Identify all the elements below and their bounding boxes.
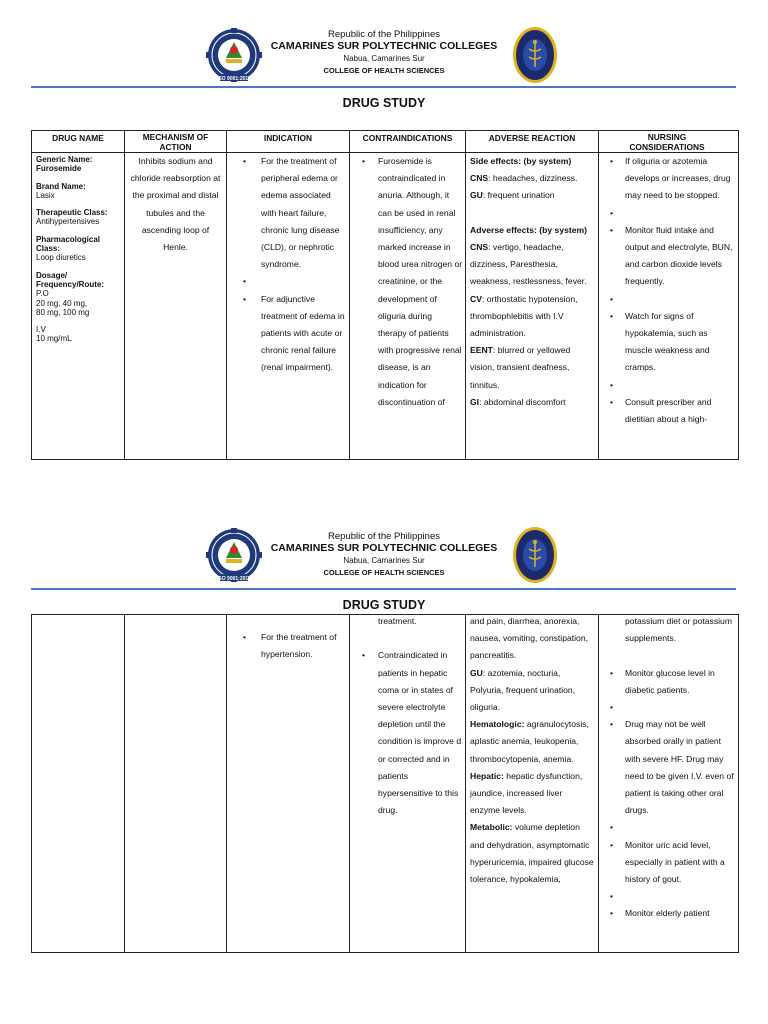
- nursing-item: • Monitor uric acid level, especially in patient with a history of gout.: [599, 837, 738, 889]
- adverse-cell: Side effects: (by system) CNS: headaches, dizziness. GU: frequent urination Adverse effects: (by system) CNS: vertigo, headache, dizziness, Paresthesia, weakness, restlessness, fever. CV: orthostatic hypotension, thrombophlebitis with I.V administration. EENT: blurred or yellowed vision, transient deafness, tinnitus. GI: abdominal discomfort: [470, 156, 588, 407]
- location-line: Nabua, Camarines Sur: [343, 54, 425, 63]
- nursing-continued: potassium diet or potassium supplements.: [625, 616, 732, 644]
- mechanism-text: Inhibits sodium and chloride reabsorption at the proximal and distal tubules and the ascending loop of Henle.: [130, 156, 221, 253]
- nursing-item: • Monitor glucose level in diabetic patients.: [599, 665, 738, 699]
- pharmacological-class: Loop diuretics: [36, 253, 86, 263]
- dose-iv: 10 mg/mL: [36, 334, 72, 344]
- indication-item: • For the treatment of hypertension.: [227, 629, 349, 663]
- page-title: DRUG STUDY: [342, 96, 426, 110]
- col-header-drug-name: DRUG NAME: [52, 133, 104, 143]
- indication-item: • For adjunctive treatment of edema in patients with acute or chronic renal failure (renal impairment).: [227, 291, 349, 377]
- drug-name-cell: [32, 153, 124, 459]
- generic-name: Furosemide: [36, 164, 82, 174]
- indication-cell: [227, 629, 349, 949]
- indication-cell: [227, 153, 349, 459]
- nursing-cell: [599, 613, 738, 951]
- drug-study-table: [31, 130, 739, 460]
- nursing-item: • Monitor fluid intake and output and electrolyte, BUN, and carbon dioxide levels frequently.: [599, 222, 738, 291]
- contraindications-cell: [350, 153, 465, 459]
- page-header: [0, 0, 768, 90]
- nursing-item: • If oliguria or azotemia develops or increases, drug may need to be stopped.: [599, 153, 738, 205]
- republic-line: Republic of the Philippines: [328, 29, 440, 40]
- nursing-item: • Monitor elderly patient: [599, 905, 738, 922]
- republic-line: Republic of the Philippines: [328, 531, 440, 542]
- gi-continued: and pain, diarrhea, anorexia, nausea, vomiting, constipation, pancreatitis.: [470, 616, 588, 661]
- route-po: P.O: [36, 289, 49, 299]
- nursing-item: • Watch for signs of hypokalemia, such as muscle weakness and cramps.: [599, 308, 738, 377]
- institution-name: CAMARINES SUR POLYTECHNIC COLLEGES: [270, 40, 498, 52]
- contraindication-continued: treatment.: [378, 616, 417, 626]
- col-header-nursing: NURSING CONSIDERATIONS: [629, 132, 705, 152]
- brand-name: Lasix: [36, 190, 55, 200]
- contraindication-item: • Contraindicated in patients in hepatic coma or in states of severe electrolyte depletion until the condition is improve d or corrected and in patients hypersensitive to this drug.: [350, 647, 465, 819]
- nursing-cell: [599, 153, 738, 459]
- indication-item: • For the treatment of peripheral edema or edema associated with heart failure, chronic lung disease (CLD), or nephrotic syndrome.: [227, 153, 349, 273]
- brand-name-label: Brand Name:: [36, 181, 86, 191]
- contraindications-cell: [350, 613, 465, 951]
- drug-study-table-continued: [31, 614, 739, 953]
- page-2: [0, 500, 768, 960]
- mechanism-cell: [125, 153, 226, 459]
- header-rule: [31, 86, 736, 88]
- college-name: COLLEGE OF HEALTH SCIENCES: [323, 66, 445, 75]
- dose-po-2: 80 mg, 100 mg: [36, 307, 90, 317]
- adverse-effects-label: Adverse effects: (by system): [470, 224, 588, 235]
- generic-name-label: Generic Name:: [36, 155, 93, 164]
- page-1: [0, 0, 768, 470]
- page-title: DRUG STUDY: [342, 598, 426, 612]
- location-line: Nabua, Camarines Sur: [343, 556, 425, 565]
- adverse-cell: and pain, diarrhea, anorexia, nausea, vomiting, constipation, pancreatitis. GU: azotemia, nocturia, Polyuria, frequent urination, oliguria. Hematologic: agranulocytosis, aplastic anemia, leukopenia, thrombocytopenia, anemia. Hepatic: hepatic dysfunction, jaundice, increased liver enzyme levels. Metabolic: volume depletion and dehydration, asymptomatic hyperuricemia, impaired glucose tolerance, hypokalemia,: [466, 613, 598, 951]
- college-name: COLLEGE OF HEALTH SCIENCES: [323, 568, 445, 577]
- page-header: [0, 500, 768, 590]
- col-header-mechanism: MECHANISM OF ACTION: [142, 132, 209, 152]
- col-header-adverse: ADVERSE REACTION: [488, 133, 576, 143]
- therapeutic-class: Antihypertensives: [36, 217, 100, 227]
- dose-po-1: 20 mg, 40 mg,: [36, 298, 88, 308]
- institution-name: CAMARINES SUR POLYTECHNIC COLLEGES: [270, 542, 498, 554]
- nursing-item: • Drug may not be well absorbed orally in patient with severe HF. Drug may need to be given I.V. even of patient is taking other oral drugs.: [599, 716, 738, 819]
- pharmacological-class-label: Pharmacological Class:: [36, 234, 101, 254]
- therapeutic-class-label: Therapeutic Class:: [36, 208, 108, 218]
- col-header-contraindications: CONTRAINDICATIONS: [362, 133, 453, 143]
- header-rule: [31, 588, 736, 590]
- iso-label: ISO 9001:2015: [217, 76, 251, 82]
- iso-label: ISO 9001:2015: [217, 576, 251, 582]
- route-iv: I.V: [36, 325, 46, 335]
- nursing-item: • Consult prescriber and dietitian about a high-: [599, 394, 738, 428]
- contraindication-item: • Furosemide is contraindicated in anuria. Although, it can be used in renal insufficiency, any marked increase in blood urea nitrogen or creatinine, or the development of oliguria during therapy of patients with progressive renal disease, is an indication for discontinuation of: [350, 153, 465, 411]
- col-header-indication: INDICATION: [263, 133, 313, 143]
- side-effects-label: Side effects: (by system): [470, 156, 572, 166]
- dosage-label: Dosage/ Frequency/Route:: [36, 270, 105, 289]
